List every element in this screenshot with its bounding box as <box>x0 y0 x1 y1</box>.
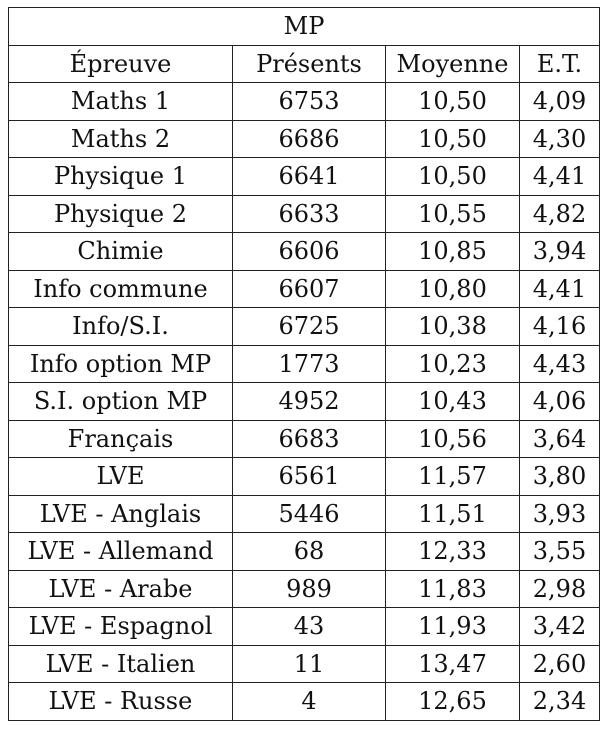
cell-ecart-type: 3,64 <box>520 420 600 458</box>
cell-epreuve: S.I. option MP <box>9 383 233 421</box>
cell-moyenne: 11,57 <box>386 458 520 496</box>
cell-presents: 68 <box>233 533 386 571</box>
cell-ecart-type: 4,43 <box>520 345 600 383</box>
cell-moyenne: 10,55 <box>386 195 520 233</box>
cell-presents: 6641 <box>233 158 386 196</box>
cell-moyenne: 13,47 <box>386 645 520 683</box>
cell-moyenne: 11,83 <box>386 570 520 608</box>
table-title: MP <box>9 8 600 46</box>
cell-epreuve: LVE - Anglais <box>9 495 233 533</box>
cell-presents: 6607 <box>233 270 386 308</box>
table-row <box>9 120 600 158</box>
cell-epreuve: Français <box>9 420 233 458</box>
cell-ecart-type: 4,41 <box>520 270 600 308</box>
cell-epreuve: Maths 2 <box>9 120 233 158</box>
table-row <box>9 83 600 121</box>
table-row <box>9 495 600 533</box>
table-row <box>9 158 600 196</box>
cell-ecart-type: 2,98 <box>520 570 600 608</box>
cell-epreuve: LVE - Arabe <box>9 570 233 608</box>
cell-ecart-type: 3,55 <box>520 533 600 571</box>
header-moyenne: Moyenne <box>386 45 520 83</box>
cell-moyenne: 10,50 <box>386 83 520 121</box>
cell-ecart-type: 4,41 <box>520 158 600 196</box>
results-table <box>8 7 600 721</box>
cell-ecart-type: 4,06 <box>520 383 600 421</box>
table-row <box>9 420 600 458</box>
cell-epreuve: LVE - Espagnol <box>9 608 233 646</box>
cell-moyenne: 10,50 <box>386 120 520 158</box>
cell-epreuve: Info option MP <box>9 345 233 383</box>
table-row <box>9 645 600 683</box>
cell-ecart-type: 2,34 <box>520 683 600 721</box>
cell-presents: 6683 <box>233 420 386 458</box>
cell-moyenne: 10,38 <box>386 308 520 346</box>
cell-ecart-type: 4,16 <box>520 308 600 346</box>
cell-moyenne: 10,23 <box>386 345 520 383</box>
cell-ecart-type: 3,80 <box>520 458 600 496</box>
cell-presents: 989 <box>233 570 386 608</box>
table-row <box>9 308 600 346</box>
cell-epreuve: LVE - Allemand <box>9 533 233 571</box>
cell-presents: 6561 <box>233 458 386 496</box>
cell-moyenne: 10,56 <box>386 420 520 458</box>
cell-ecart-type: 2,60 <box>520 645 600 683</box>
cell-presents: 6633 <box>233 195 386 233</box>
cell-moyenne: 10,80 <box>386 270 520 308</box>
table-row <box>9 345 600 383</box>
header-ecart-type: E.T. <box>520 45 600 83</box>
cell-ecart-type: 3,42 <box>520 608 600 646</box>
cell-epreuve: LVE - Russe <box>9 683 233 721</box>
cell-moyenne: 11,51 <box>386 495 520 533</box>
cell-epreuve: LVE <box>9 458 233 496</box>
title-row <box>9 8 600 46</box>
cell-presents: 4952 <box>233 383 386 421</box>
header-row <box>9 45 600 83</box>
cell-ecart-type: 4,30 <box>520 120 600 158</box>
cell-moyenne: 12,65 <box>386 683 520 721</box>
table-row <box>9 533 600 571</box>
header-presents: Présents <box>233 45 386 83</box>
cell-epreuve: Chimie <box>9 233 233 271</box>
cell-presents: 4 <box>233 683 386 721</box>
table-row <box>9 270 600 308</box>
cell-ecart-type: 3,94 <box>520 233 600 271</box>
cell-ecart-type: 4,09 <box>520 83 600 121</box>
cell-presents: 11 <box>233 645 386 683</box>
cell-presents: 6753 <box>233 83 386 121</box>
table-row <box>9 195 600 233</box>
cell-presents: 1773 <box>233 345 386 383</box>
table-row <box>9 608 600 646</box>
cell-epreuve: Info/S.I. <box>9 308 233 346</box>
cell-moyenne: 12,33 <box>386 533 520 571</box>
cell-moyenne: 10,85 <box>386 233 520 271</box>
header-epreuve: Épreuve <box>9 45 233 83</box>
cell-moyenne: 11,93 <box>386 608 520 646</box>
cell-ecart-type: 4,82 <box>520 195 600 233</box>
cell-epreuve: Maths 1 <box>9 83 233 121</box>
table-row <box>9 570 600 608</box>
cell-presents: 6725 <box>233 308 386 346</box>
table-row <box>9 383 600 421</box>
cell-presents: 6686 <box>233 120 386 158</box>
cell-presents: 5446 <box>233 495 386 533</box>
table-body <box>9 83 600 721</box>
cell-epreuve: LVE - Italien <box>9 645 233 683</box>
cell-presents: 43 <box>233 608 386 646</box>
cell-ecart-type: 3,93 <box>520 495 600 533</box>
table-row <box>9 458 600 496</box>
cell-epreuve: Physique 2 <box>9 195 233 233</box>
table-row <box>9 683 600 721</box>
cell-epreuve: Physique 1 <box>9 158 233 196</box>
cell-moyenne: 10,50 <box>386 158 520 196</box>
cell-presents: 6606 <box>233 233 386 271</box>
cell-moyenne: 10,43 <box>386 383 520 421</box>
cell-epreuve: Info commune <box>9 270 233 308</box>
table-row <box>9 233 600 271</box>
